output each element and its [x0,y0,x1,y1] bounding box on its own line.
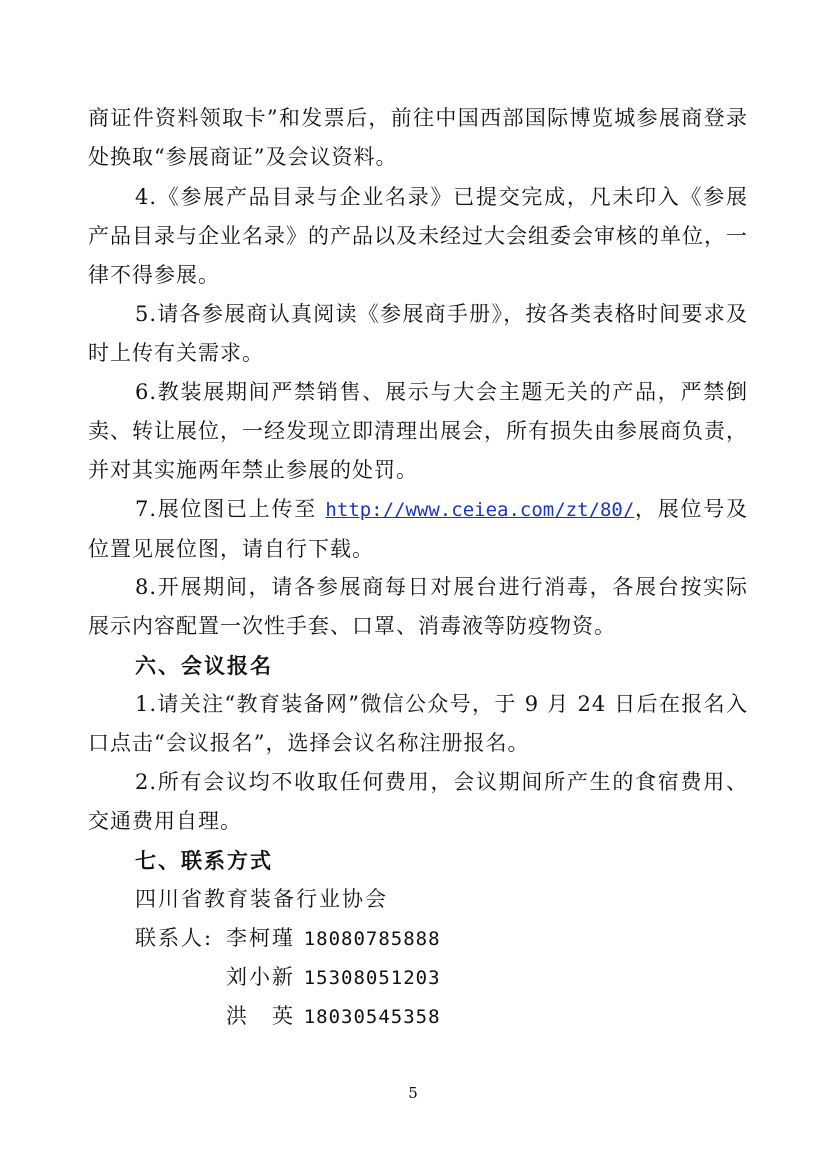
contact-phone: 18030545358 [303,1006,441,1028]
page-number: 5 [408,1084,418,1102]
contact-phone: 18080785888 [303,928,441,950]
contact-phone: 15308051203 [303,967,441,989]
paragraph-booth-map [88,490,748,569]
booth-map-text-before: 7.展位图已上传至 [135,497,326,521]
contact-name: 刘小新 [226,965,295,989]
contact-name: 洪 英 [226,1004,295,1028]
contact-name: 李柯瑾 [226,926,295,950]
paragraph-handbook: 5.请各参展商认真阅读《参展商手册》，按各类表格时间要求及时上传有关需求。 [88,302,748,365]
paragraph-prohibition: 6.教装展期间严禁销售、展示与大会主题无关的产品，严禁倒卖、转让展位，一经发现立即清理出展会，所有损失由参展商负责，并对其实施两年禁止参展的处罚。 [88,380,748,482]
contact-row [226,997,441,1037]
booth-map-text-after: ，展位号及位置见展位图，请自行下载。 [88,497,749,561]
section-six-heading: 六、会议报名 [135,653,273,678]
paragraph-registration: 1.请关注“教育装备网”微信公众号，于 9 月 24 日后在报名入口点击“会议报名”，选择会议名称注册报名。 [88,692,748,755]
organization-name: 四川省教育装备行业协会 [135,887,388,911]
paragraph-fees: 2.所有会议均不收取任何费用，会议期间所产生的食宿费用、交通费用自理。 [88,770,748,833]
contact-row [226,958,441,998]
contact-row [226,919,441,959]
paragraph-credentials: 商证件资料领取卡”和发票后，前往中国西部国际博览城参展商登录处换取“参展商证”及会议资料。 [88,106,748,169]
booth-map-link[interactable]: http://www.ceiea.com/zt/80/ [325,499,635,521]
contact-label: 联系人: [135,926,214,950]
paragraph-catalog: 4.《参展产品目录与企业名录》已提交完成，凡未印入《参展产品目录与企业名录》的产品以及未经过大会组委会审核的单位，一律不得参展。 [88,185,748,287]
paragraph-disinfection: 8.开展期间，请各参展商每日对展台进行消毒，各展台按实际展示内容配置一次性手套、口罩、消毒液等防疫物资。 [88,575,748,638]
section-seven-heading: 七、联系方式 [135,848,273,873]
